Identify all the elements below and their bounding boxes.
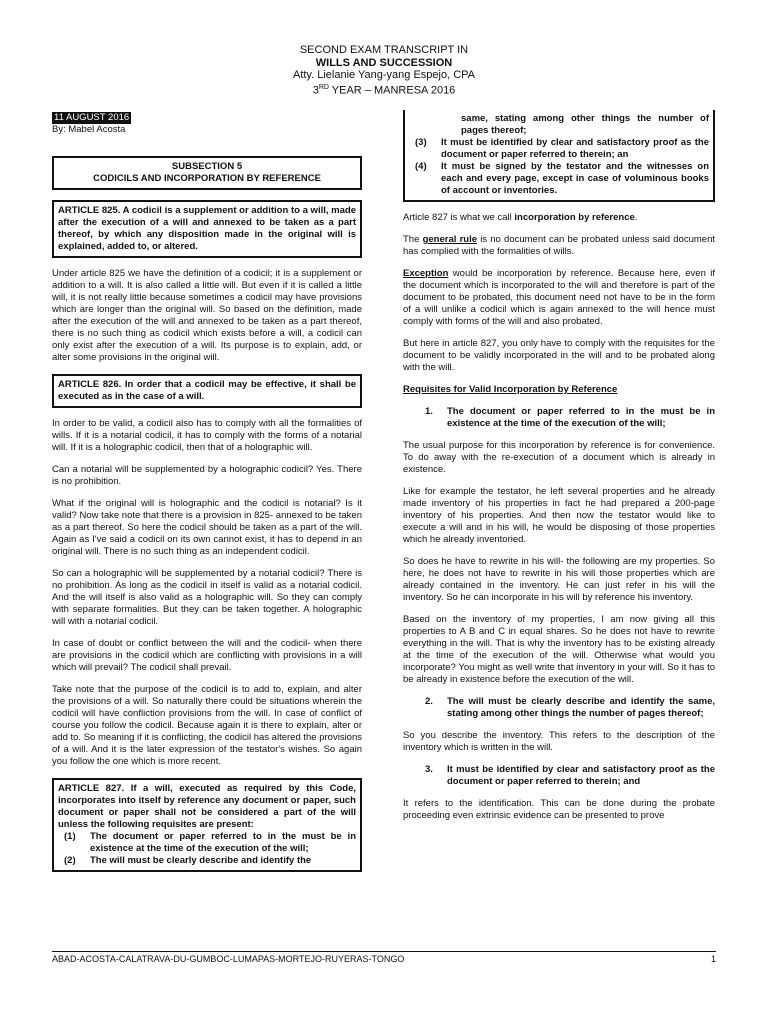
item-number: 2. <box>425 696 433 707</box>
item-text: The will must be clearly describe and identify the <box>90 855 312 866</box>
requisite-item <box>58 831 356 855</box>
item-number: (2) <box>64 855 76 866</box>
paragraph: In order to be valid, a codicil also has to comply with all the formalities of wills. If it is a notarial codicil, it has to comply with the forms of a notarial will. If it is a holographic codicil, then that of a holographic will. <box>52 418 362 453</box>
article-825-box: ARTICLE 825. A codicil is a supplement or addition to a will, made after the execution of a will and annexed to be taken as a part thereof, by which any disposition made in the original will is explained, added to, or altered. <box>52 200 362 258</box>
term-underlined: general rule <box>422 234 477 245</box>
subsection-title: SUBSECTION 5 <box>171 161 243 172</box>
footer-names: ABAD-ACOSTA-CALATRAVA-DU-GUMBOC-LUMAPAS-MORTEJO-RUYERAS-TONGO <box>52 954 405 964</box>
paragraph: Take note that the purpose of the codicil is to add to, explain, and alter the provisions of a will. So naturally there could be situations wherein the codicil will have confliction provisions from the will. In case of conflict of course you follow the codicil. Because again it is there to explain, alter or add to. So meaning if it is conflicting, the codicil has altered the provisions of a will. And it is the later expression of the testator's wishes. So again you follow the one which is more recent. <box>52 684 362 767</box>
item-number: 3. <box>425 764 433 775</box>
term-underlined: Exception <box>403 268 449 279</box>
paragraph: The usual purpose for this incorporation by reference is for convenience. To do away with the re-execution of a document which is already in existence. <box>403 440 715 475</box>
paragraph: So does he have to rewrite in his will- the following are my properties. So here, he does not have to rewrite in his will those properties which are already contained in the inventory. He can just refer in his will the inventory. So he can incorporate in his will by reference his inventory. <box>403 556 715 603</box>
subsection-heading <box>52 156 362 190</box>
requisite-1 <box>403 406 715 430</box>
item-number: (4) <box>415 161 427 172</box>
text-run: . <box>634 212 638 223</box>
article-827-box <box>52 778 362 872</box>
paragraph: So you describe the inventory. This refers to the description of the inventory which is written in the will. <box>403 730 715 753</box>
item-text: It must be identified by clear and satisfactory proof as the document or paper referred to therein; and <box>447 764 715 787</box>
header-class-year <box>0 82 768 97</box>
requisites-heading: Requisites for Valid Incorporation by Reference <box>403 384 618 395</box>
item-number: (1) <box>64 831 76 842</box>
paragraph: But here in article 827, you only have to comply with the requisites for the document to be validly incorporated in the will and to be probated along with the will. <box>403 338 715 373</box>
paragraph: What if the original will is holographic and the codicil is notarial? Is it valid? Now take note that there is a provision in 825- annexed to be taken as a part thereof. So here the codicil should be taken as a part of the will. Again as I've said a codicil on its own cannot exist, it has to depend in an original will. There is no such thing as an independent codicil. <box>52 498 362 557</box>
subsection-subtitle: CODICILS AND INCORPORATION BY REFERENCE <box>93 173 321 184</box>
item-text: It must be identified by clear and satisfactory proof as the document or paper referred to therein; an <box>441 137 709 160</box>
year-suffix: RD <box>318 83 329 91</box>
requisite-3 <box>403 764 715 788</box>
page-number: 1 <box>710 954 716 964</box>
paragraph: Can a notarial will be supplemented by a holographic codicil? Yes. There is no prohibition. <box>52 464 362 487</box>
article-827-text: ARTICLE 827. If a will, executed as required by this Code, incorporates into itself by reference any document or paper, such document or paper shall not be considered a part of the will unless the following requisites are present: <box>58 783 356 830</box>
article-827-continued-box <box>403 110 715 202</box>
page-footer <box>52 951 716 964</box>
requisite-item <box>409 161 709 197</box>
year-rest: YEAR – MANRESA 2016 <box>328 84 456 97</box>
paragraph <box>403 234 715 258</box>
year-number: 3 <box>312 84 319 97</box>
document-header <box>0 44 768 97</box>
continued-text: same, stating among other things the number of pages thereof; <box>461 113 709 136</box>
item-number: (3) <box>415 137 427 148</box>
article-826-box: ARTICLE 826. In order that a codicil may be effective, it shall be executed as in the case of a will. <box>52 374 362 408</box>
term-bold: incorporation by reference <box>514 212 635 223</box>
item-text: The document or paper referred to in the must be in existence at the time of the execution of the will; <box>447 406 715 429</box>
paragraph: Under article 825 we have the definition of a codicil; it is a supplement or addition to a will. It is also called a little will. But even if it is called a little will, it is not really little because sometimes a codicil may have provisions which are longer than the original will. So based on the definition, made after the execution of the will and annexed to be taken as a part thereof, there is no such thing as codicil which exists before a will, a codicil can only exist after the execution of a will. Its purpose is to explain, add, or alter some provisions in the original will. <box>52 268 362 363</box>
item-text: It must be signed by the testator and the witnesses on each and every page, except in case of voluminous books of account or inventories. <box>441 161 709 196</box>
item-number: 1. <box>425 406 433 417</box>
paragraph: In case of doubt or conflict between the will and the codicil- when there are provisions in the codicil which are conflicting with provisions in a will which will prevail? The codicil shall prevail. <box>52 638 362 673</box>
paragraph <box>403 212 715 224</box>
paragraph: It refers to the identification. This can be done during the probate proceeding even extrinsic evidence can be presented to prove <box>403 798 715 821</box>
item-text: The will must be clearly describe and identify the same, stating among other things the number of pages thereof; <box>447 696 715 719</box>
text-run: Article 827 is what we call <box>403 212 515 223</box>
transcript-date: 11 AUGUST 2016 <box>54 112 130 123</box>
transcriber: By: Mabel Acosta <box>52 124 126 135</box>
text-run: The <box>403 234 423 245</box>
requisite-item <box>58 855 356 867</box>
right-column <box>403 110 715 832</box>
paragraph: So can a holographic will be supplemented by a notarial codicil? There is no prohibition. As long as the codicil in itself is valid as a notarial codicil. And the will itself is also valid as a holographic will. So they can comply with separate formalities. But they can be taken together. A holographic will with a notarial codicil. <box>52 568 362 627</box>
item-text: The document or paper referred to in the must be in existence at the time of the execution of the will; <box>90 831 356 854</box>
requisite-item <box>409 137 709 161</box>
header-line-1: SECOND EXAM TRANSCRIPT IN <box>299 44 469 56</box>
text-run: is no document can be probated unless said document has complied with the formalities of wills. <box>403 234 715 257</box>
paragraph <box>403 268 715 328</box>
text-run: would be incorporation by reference. Because here, even if the document which is incorporated to the will and therefore is part of the document to be probated, this document need not have to be in the form of a will unlike a codicil which is again annexed to the will hence must comply with forms of the will and also probated. <box>403 268 715 327</box>
header-professor: Atty. Lielanie Yang-yang Espejo, CPA <box>292 69 475 81</box>
left-column <box>52 112 362 872</box>
paragraph: Like for example the testator, he left several properties and he already made inventory of his properties in fact he had prepared a 200-page inventory of his properties. And then now the testator would like to execute a will and in his will, he would be disposing of those properties which he already inventoried. <box>403 486 715 545</box>
header-course-title: WILLS AND SUCCESSION <box>315 56 453 69</box>
requisite-2 <box>403 696 715 720</box>
paragraph: Based on the inventory of my properties, I am now giving all this properties to A B and C in equal shares. So he does not have to rewrite everything in the will. That is why the inventory has to be existing already at the time of the execution of the will. Otherwise what would you incorporate? You might as well write that inventory in your will. So it has to be already in existence before the execution of the will. <box>403 614 715 685</box>
